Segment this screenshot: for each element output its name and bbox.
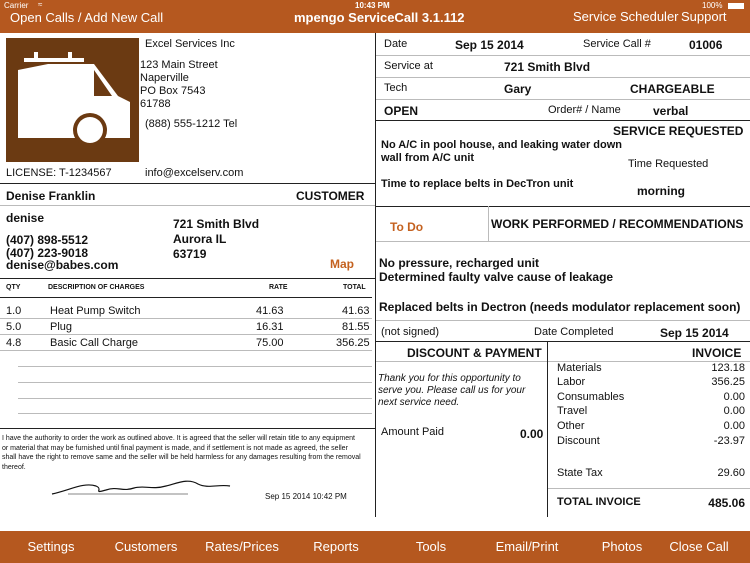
service-bottom-divider [376, 206, 750, 207]
support-button[interactable]: Support [681, 9, 727, 24]
carrier-label: Carrier [4, 1, 29, 10]
time-requested-label: Time Requested [628, 158, 709, 170]
amount-paid[interactable]: 0.00 [520, 427, 544, 441]
tech-label: Tech [384, 82, 408, 94]
photos-button[interactable]: Photos [601, 539, 643, 554]
date-label: Date [384, 38, 408, 50]
work-tab-divider [488, 206, 489, 241]
row-divider [0, 350, 372, 351]
authorization-text: I have the authority to order the work as outlined above. It is agreed that the seller will retain title to any equipment or material that may be furnished until final payment is made, and if settlement is not made as agreed, the seller shall have the right to remove same and the seller will be held harmless for any damages resulting from the removal thereof. [2, 435, 361, 471]
customer-label: CUSTOMER [296, 189, 365, 203]
discount-payment-label[interactable]: DISCOUNT & PAYMENT [407, 346, 542, 360]
service-requested-label: SERVICE REQUESTED [613, 124, 744, 138]
work-divider [376, 320, 750, 321]
battery-level: 100% [702, 1, 723, 10]
invoice-label-consumables: Consumables [557, 391, 625, 403]
company-email: info@excelserv.com [145, 167, 244, 179]
todo-button[interactable]: To Do [390, 220, 424, 234]
service-call-label: Service Call # [583, 38, 651, 50]
empty-row-line [18, 413, 372, 414]
tech-name[interactable]: Gary [504, 82, 532, 96]
row-desc: Basic Call Charge [50, 337, 139, 349]
invoice-value-consumables: 0.00 [723, 391, 745, 403]
invoice-label-labor: Labor [557, 376, 586, 388]
payment-invoice-divider [547, 341, 548, 517]
order-name[interactable]: verbal [653, 104, 689, 118]
row-total: 81.55 [342, 321, 370, 333]
row-rate: 75.00 [256, 337, 284, 349]
billing-status[interactable]: CHARGEABLE [630, 82, 715, 96]
nav-bar [0, 0, 750, 33]
service-scheduler-button[interactable]: Service Scheduler [573, 9, 679, 24]
invoice-value-materials: 123.18 [711, 362, 745, 374]
charges-bottom-divider [0, 428, 375, 429]
invoice-label: INVOICE [692, 346, 742, 360]
company-phone: (888) 555-1212 Tel [145, 118, 238, 130]
clock: 10:43 PM [355, 1, 390, 10]
empty-row-line [18, 366, 372, 367]
company-logo[interactable] [6, 38, 139, 162]
tech-signature-status[interactable]: (not signed) [381, 326, 440, 338]
row-qty: 1.0 [6, 305, 22, 317]
empty-row-line [18, 382, 372, 383]
close-call-button[interactable]: Close Call [669, 539, 729, 554]
company-divider [0, 183, 375, 184]
customer-divider [0, 205, 375, 206]
company-license: LICENSE: T-1234567 [6, 167, 112, 179]
service-divider [376, 99, 750, 100]
signature-timestamp: Sep 15 2014 10:42 PM [265, 492, 347, 501]
col-desc: DESCRIPTION OF CHARGES [48, 284, 145, 291]
row-rate: 16.31 [256, 321, 284, 333]
payment-divider [376, 361, 547, 362]
row-divider [0, 318, 372, 319]
work-line-3[interactable]: Replaced belts in Dectron (needs modulator replacement soon) [379, 300, 741, 314]
company-street: 123 Main Street [140, 59, 218, 71]
row-desc: Heat Pump Switch [50, 305, 141, 317]
empty-row-line [18, 398, 372, 399]
amount-paid-label: Amount Paid [381, 426, 444, 438]
order-label: Order# / Name [548, 104, 621, 116]
service-date[interactable]: Sep 15 2014 [455, 38, 524, 52]
col-rate: RATE [269, 284, 288, 291]
invoice-value-labor: 356.25 [711, 376, 745, 388]
customer-email[interactable]: denise@babes.com [6, 258, 119, 272]
settings-button[interactable]: Settings [27, 539, 75, 554]
app-title: mpengo ServiceCall 3.1.112 [294, 10, 465, 25]
service-divider [376, 55, 750, 56]
customer-first-name: denise [6, 211, 45, 225]
service-call-number: 01006 [689, 38, 723, 52]
row-desc: Plug [50, 321, 73, 333]
row-qty: 5.0 [6, 321, 22, 333]
service-at[interactable]: 721 Smith Blvd [504, 60, 591, 74]
state-tax-value[interactable]: 29.60 [717, 467, 745, 479]
state-tax-label: State Tax [557, 467, 603, 479]
col-qty: QTY [6, 284, 21, 291]
company-zip: 61788 [140, 98, 171, 110]
total-invoice-label: TOTAL INVOICE [557, 496, 641, 508]
row-divider [0, 334, 372, 335]
van-icon [6, 38, 139, 162]
invoice-label-other: Other [557, 420, 585, 432]
company-city: Naperville [140, 72, 189, 84]
wifi-icon: ≈ [38, 0, 43, 9]
invoice-label-materials: Materials [557, 362, 602, 374]
service-request-1[interactable]: No A/C in pool house, and leaking water down wall from A/C unit [381, 139, 622, 164]
work-line-2[interactable]: Determined faulty valve cause of leakage [379, 270, 614, 284]
invoice-label-discount: Discount [557, 435, 600, 447]
row-total: 356.25 [336, 337, 370, 349]
charges-header-divider [0, 297, 372, 298]
center-divider [375, 33, 376, 517]
customer-city: Aurora IL [173, 232, 227, 246]
date-completed[interactable]: Sep 15 2014 [660, 326, 729, 340]
work-performed-label: WORK PERFORMED / RECOMMENDATIONS [491, 217, 744, 231]
map-button[interactable]: Map [330, 257, 354, 271]
total-invoice-value: 485.06 [708, 496, 745, 510]
invoice-value-discount: -23.97 [713, 435, 745, 447]
work-line-1[interactable]: No pressure, recharged unit [379, 256, 540, 270]
customer-signature[interactable] [48, 474, 233, 500]
rates-prices-button[interactable]: Rates/Prices [205, 539, 279, 554]
service-divider [376, 120, 750, 121]
customers-button[interactable]: Customers [114, 539, 178, 554]
invoice-label-travel: Travel [557, 405, 588, 417]
reports-button[interactable]: Reports [313, 539, 359, 554]
time-requested[interactable]: morning [637, 184, 685, 198]
date-completed-label: Date Completed [534, 326, 614, 338]
battery-icon [728, 3, 744, 9]
service-request-2[interactable]: Time to replace belts in DecTron unit [381, 178, 574, 190]
thank-you-message: Thank you for this opportunity to serve you. Please call us for your next service need. [378, 373, 526, 408]
company-name: Excel Services Inc [145, 38, 235, 50]
work-divider [376, 241, 750, 242]
service-at-label: Service at [384, 60, 433, 72]
customer-phone-2[interactable]: (407) 223-9018 [6, 246, 89, 260]
row-total: 41.63 [342, 305, 370, 317]
row-rate: 41.63 [256, 305, 284, 317]
customer-phone-1[interactable]: (407) 898-5512 [6, 233, 89, 247]
customer-bottom-divider [0, 278, 375, 279]
invoice-total-divider [548, 488, 750, 489]
customer-name[interactable]: Denise Franklin [6, 189, 96, 203]
company-pobox: PO Box 7543 [140, 85, 206, 97]
invoice-value-other: 0.00 [723, 420, 745, 432]
bottom-toolbar [0, 531, 750, 563]
work-bottom-divider [376, 341, 750, 342]
customer-street: 721 Smith Blvd [173, 217, 260, 231]
open-calls-button[interactable]: Open Calls / Add New Call [10, 10, 164, 25]
col-total: TOTAL [343, 284, 366, 291]
email-print-button[interactable]: Email/Print [495, 539, 559, 554]
row-qty: 4.8 [6, 337, 22, 349]
invoice-value-travel: 0.00 [723, 405, 745, 417]
service-divider [376, 77, 750, 78]
tools-button[interactable]: Tools [415, 539, 447, 554]
customer-zip: 63719 [173, 247, 207, 261]
call-status[interactable]: OPEN [384, 104, 419, 118]
